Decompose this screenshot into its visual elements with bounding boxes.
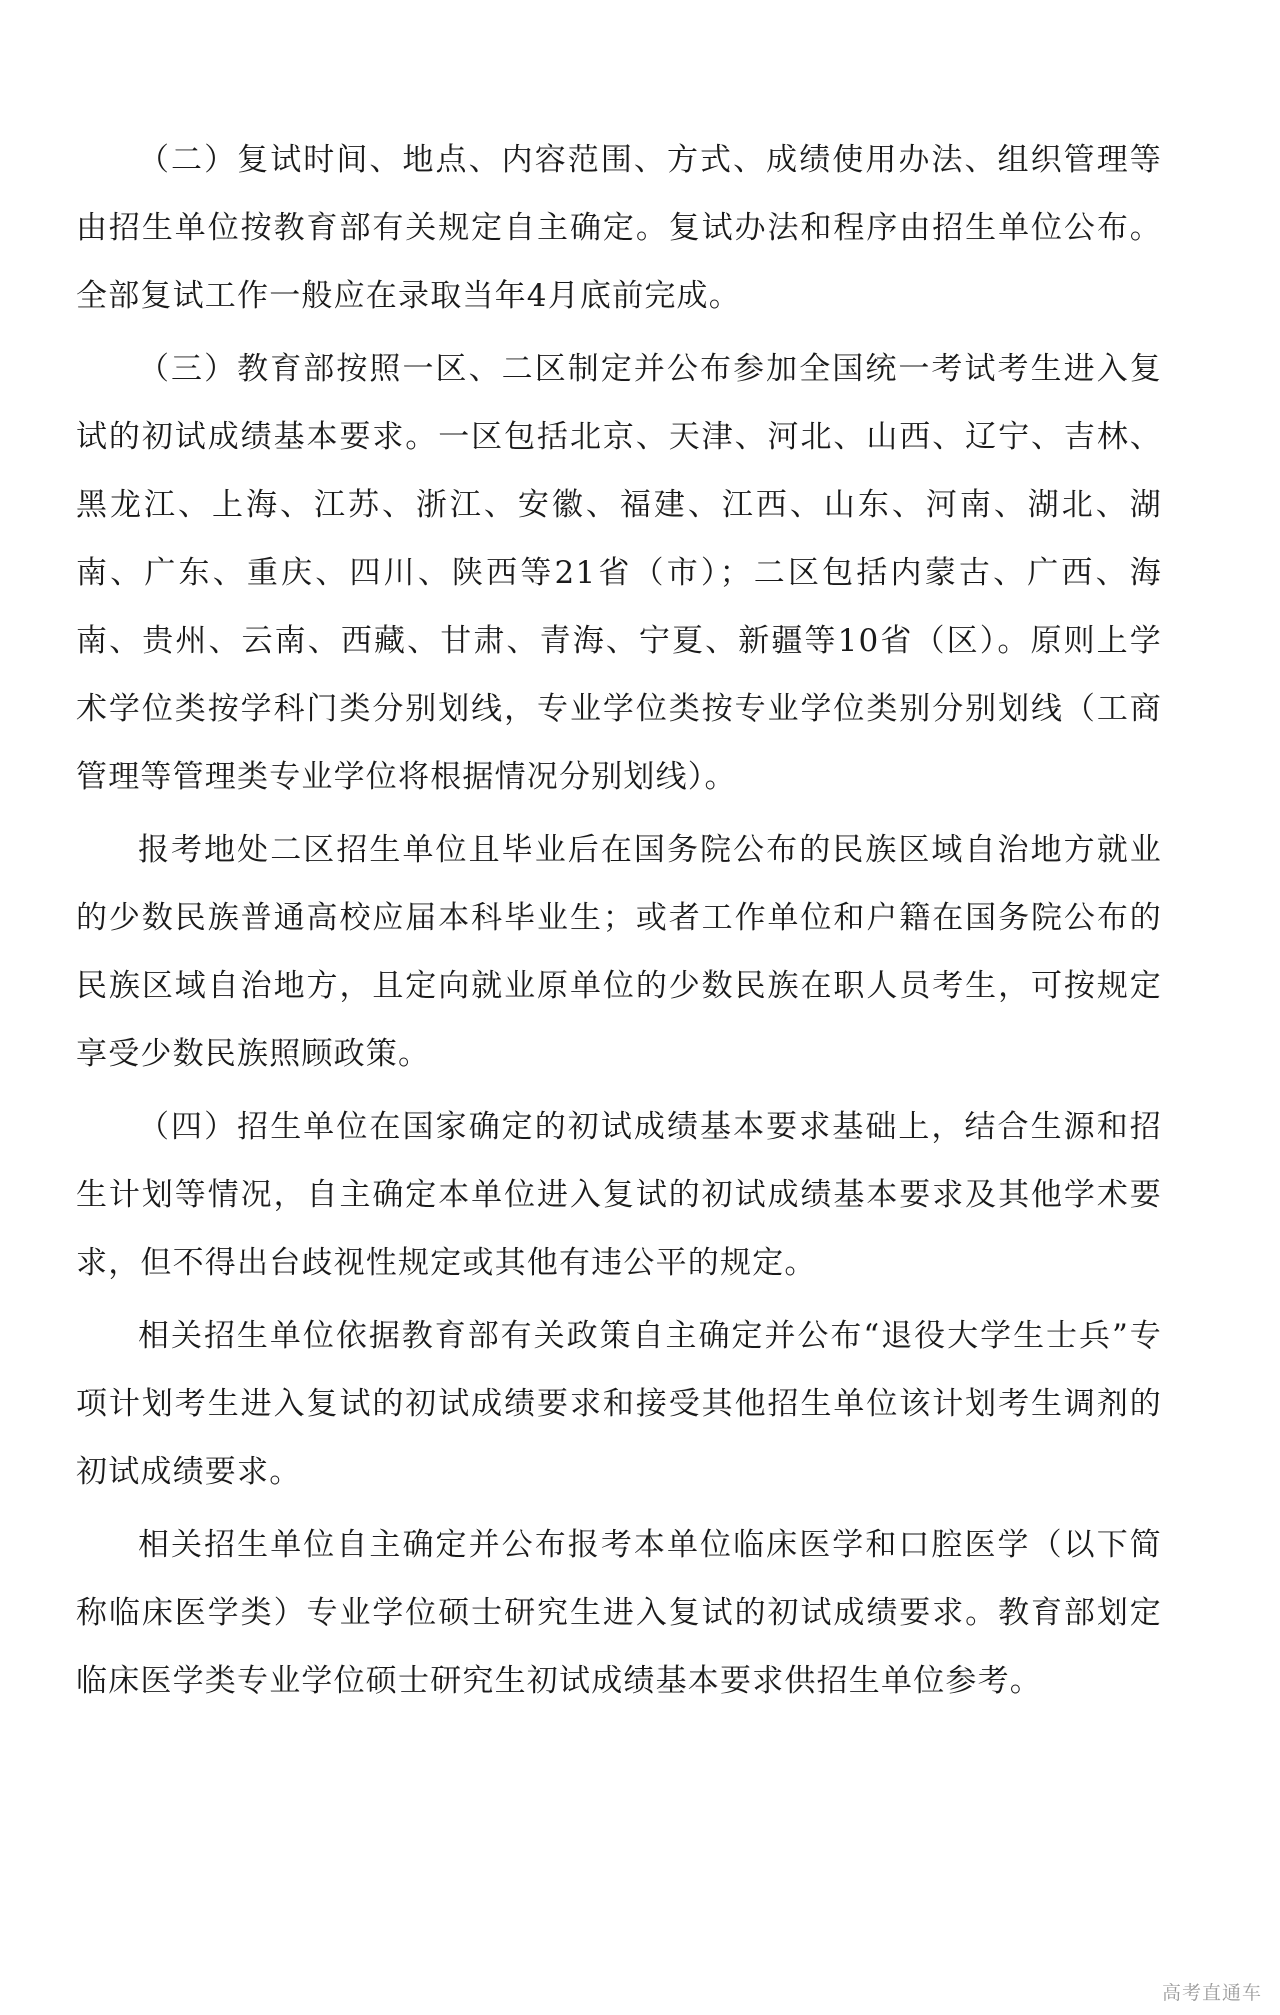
document-body	[76, 126, 1162, 1720]
paragraph-clinical-medicine: 相关招生单位自主确定并公布报考本单位临床医学和口腔医学（以下简称临床医学类）专业学位硕士研究生进入复试的初试成绩要求。教育部划定临床医学类专业学位硕士研究生初试成绩基本要求供招生单位参考。	[76, 1527, 1162, 1699]
watermark: 高考直通车	[1161, 1982, 1262, 2004]
paragraph-4-unit-requirements: （四）招生单位在国家确定的初试成绩基本要求基础上，结合生源和招生计划等情况，自主确定本单位进入复试的初试成绩基本要求及其他学术要求，但不得出台歧视性规定或其他有违公平的规定。	[76, 1109, 1162, 1281]
paragraph-minority-policy: 报考地处二区招生单位且毕业后在国务院公布的民族区域自治地方就业的少数民族普通高校应届本科毕业生；或者工作单位和户籍在国务院公布的民族区域自治地方，且定向就业原单位的少数民族在职人员考生，可按规定享受少数民族照顾政策。	[76, 832, 1162, 1072]
paragraph-3-score-requirements: （三）教育部按照一区、二区制定并公布参加全国统一考试考生进入复试的初试成绩基本要求。一区包括北京、天津、河北、山西、辽宁、吉林、黑龙江、上海、江苏、浙江、安徽、福建、江西、山东、河南、湖北、湖南、广东、重庆、四川、陕西等21省（市）；二区包括内蒙古、广西、海南、贵州、云南、西藏、甘肃、青海、宁夏、新疆等10省（区）。原则上学术学位类按学科门类分别划线，专业学位类按专业学位类别分别划线（工商管理等管理类专业学位将根据情况分别划线）。	[76, 351, 1162, 795]
paragraph-2-retest-arrangements: （二）复试时间、地点、内容范围、方式、成绩使用办法、组织管理等由招生单位按教育部有关规定自主确定。复试办法和程序由招生单位公布。全部复试工作一般应在录取当年4月底前完成。	[76, 142, 1162, 314]
paragraph-veteran-program: 相关招生单位依据教育部有关政策自主确定并公布“退役大学生士兵”专项计划考生进入复试的初试成绩要求和接受其他招生单位该计划考生调剂的初试成绩要求。	[76, 1318, 1162, 1490]
